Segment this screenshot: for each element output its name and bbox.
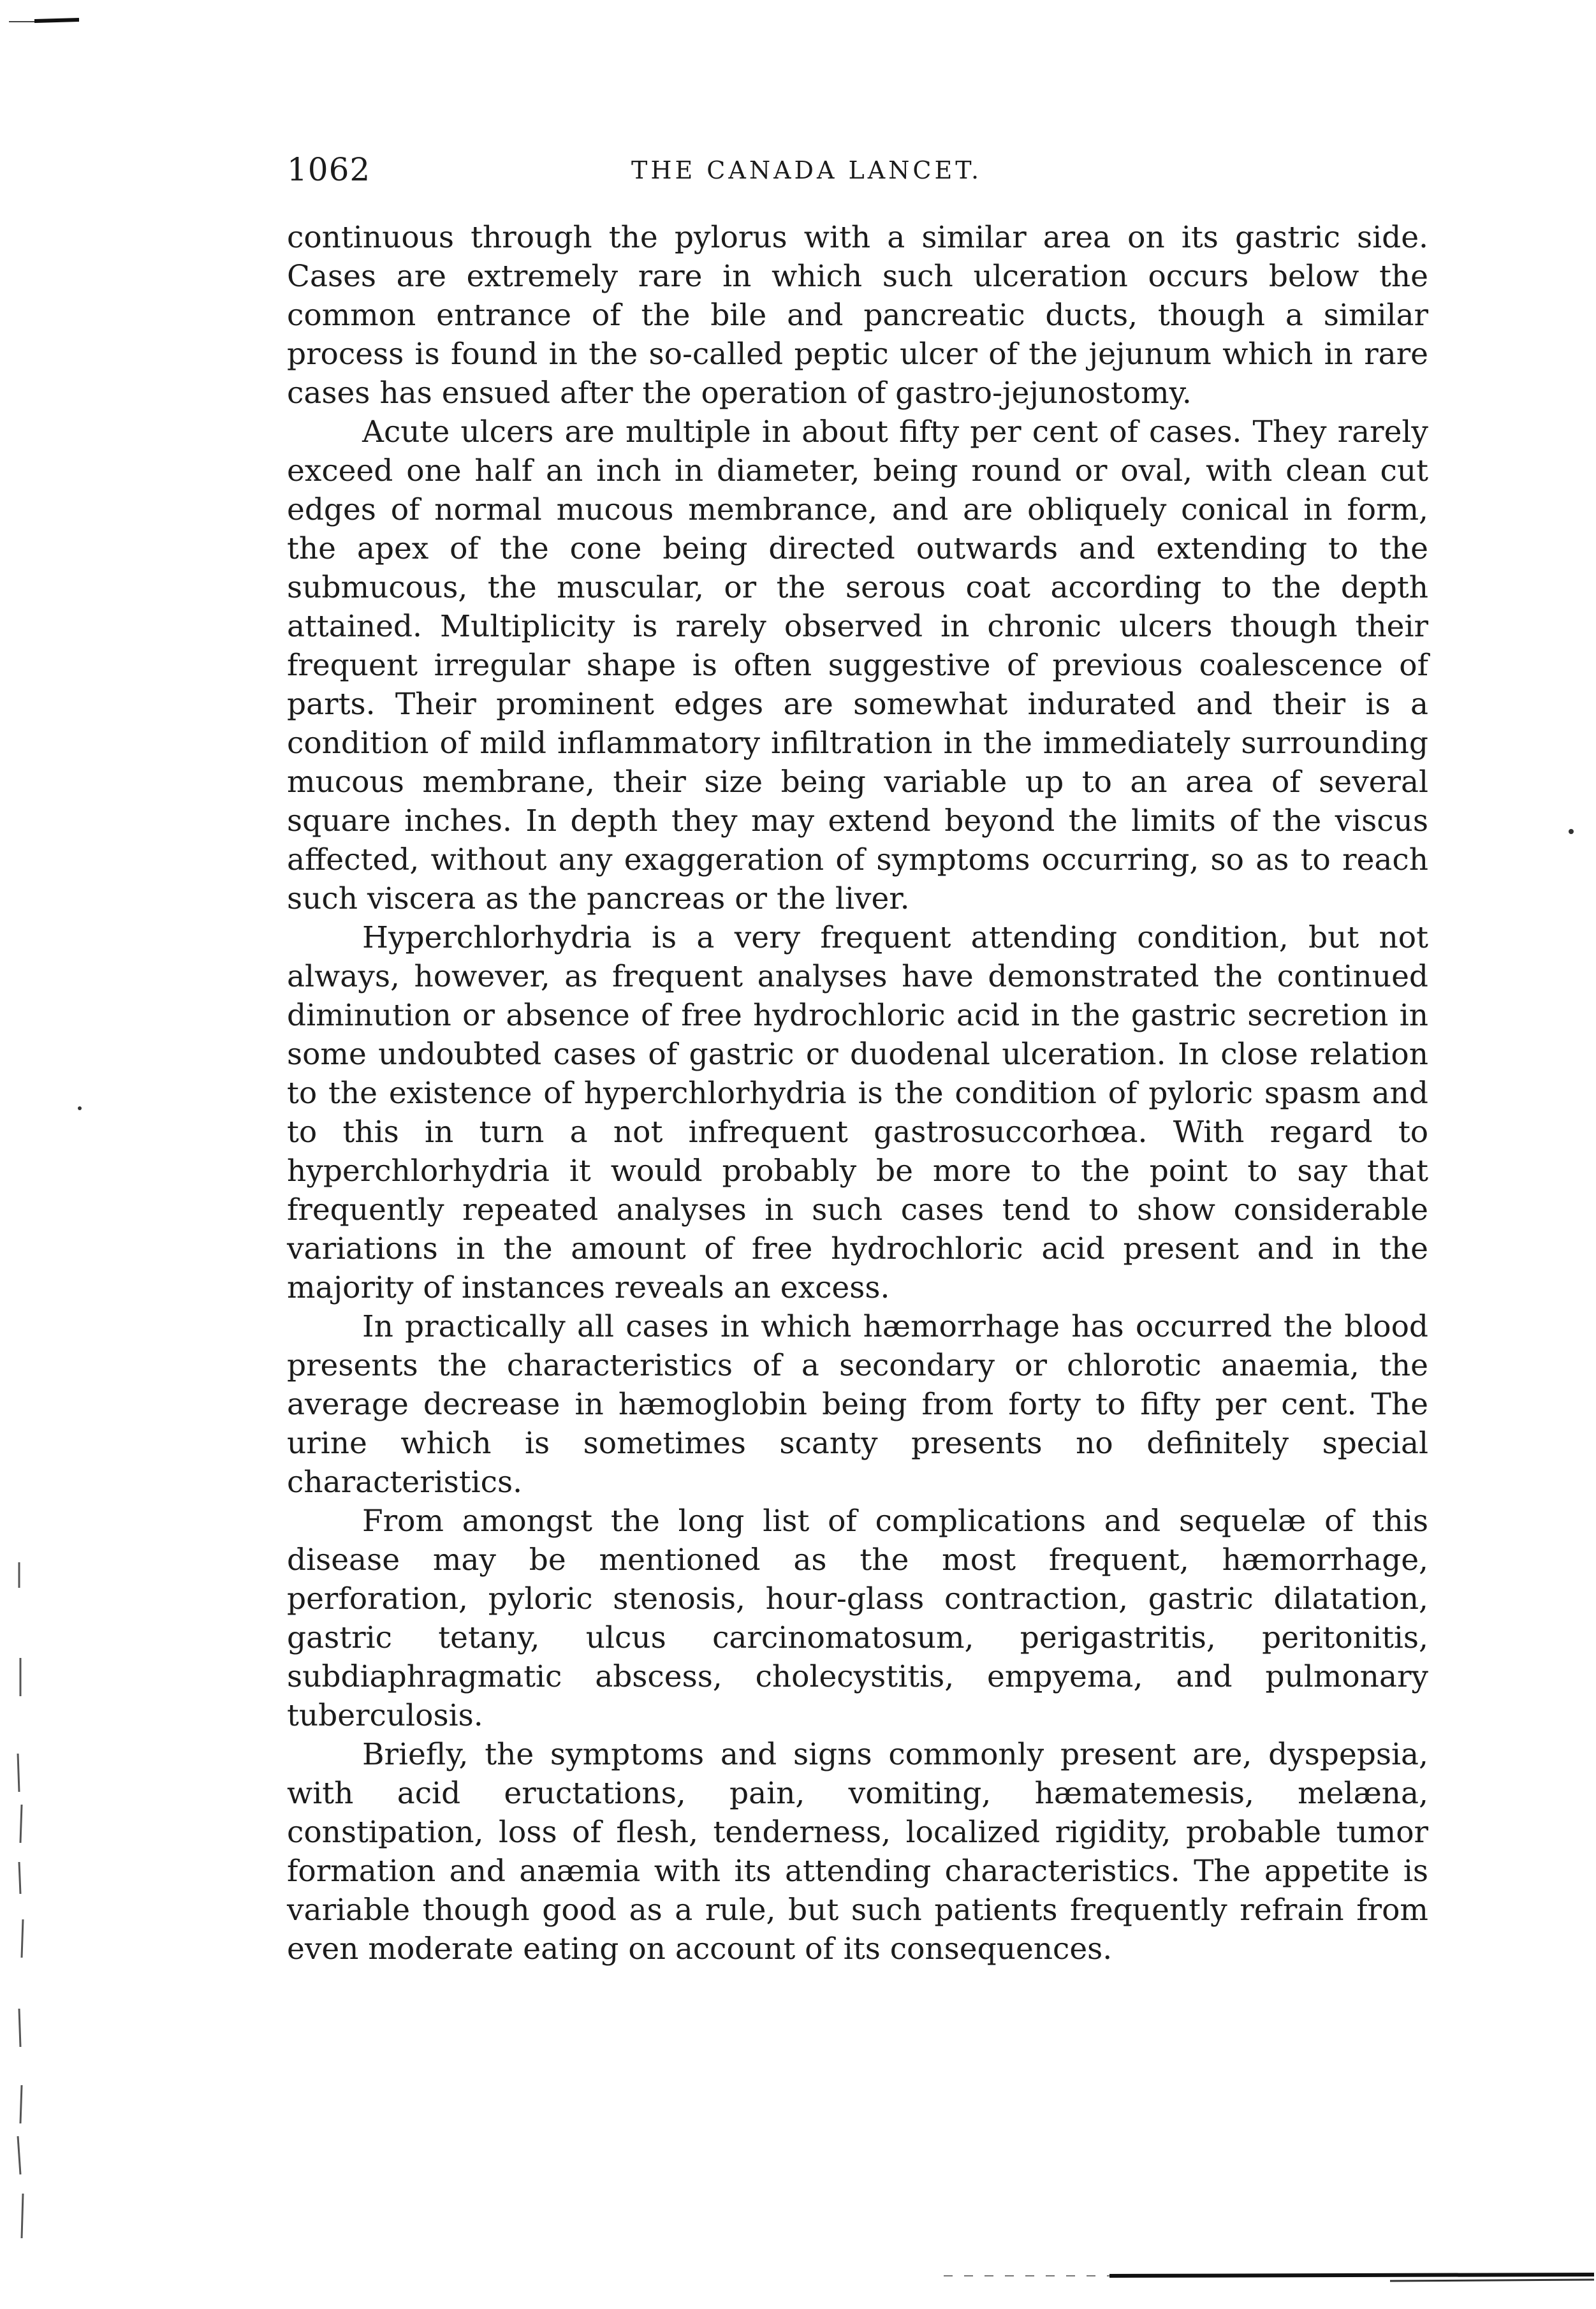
scan-bottom-edge [944, 2267, 1594, 2286]
paragraph-hyperchlorhydria: Hyperchlorhydria is a very frequent attending condition, but not always, however, as frequent analyses have demonstrated the continued diminution or absence of free hydrochloric acid in the gastric secretion in some undoubted cases of gastric or duodenal ulceration. In close relation to the existence of hyperchlorhydria is the condition of pyloric spasm and to this in turn a not infrequent gastrosuccorhœa. With regard to hyperchlorhydria it would probably be more to the point to say that frequently repeated analyses in such cases tend to show considerable variations in the amount of free hydrochloric acid present and in the majority of instances reveals an excess. [287, 920, 1428, 1305]
scan-corner-mark [9, 18, 79, 24]
paragraph-complications: From amongst the long list of complications and sequelæ of this disease may be mentioned as the most frequent, hæmorrhage, perforation, pyloric stenosis, hour-glass contraction, gastric dilatation, gastric tetany, ulcus carcinomatosum, perigastritis, peritonitis, subdiaphragmatic abscess, cholecystitis, empyema, and pulmonary tuberculosis. [287, 1504, 1428, 1733]
scan-speck [1569, 829, 1574, 834]
running-title: THE CANADA LANCET. [631, 156, 983, 184]
paragraph-continuation: continuous through the pylorus with a similar area on its gastric side. Cases are extremely rare in which such ulceration occurs below the common entrance of the bile and pancreatic ducts, though a similar process is found in the so-called peptic ulcer of the jejunum which in rare cases has ensued after the operation of gastro-jejunostomy. [287, 220, 1428, 411]
paragraph-haemorrhage-blood: In practically all cases in which hæmorrhage has occurred the blood presents the characteristics of a secondary or chlorotic anaemia, the average decrease in hæmoglobin being from forty to fifty per cent. The urine which is sometimes scanty presents no definitely special characteristics. [287, 1309, 1428, 1500]
page-number: 1062 [287, 151, 371, 188]
scan-speck [78, 1106, 82, 1110]
paragraph-symptoms: Briefly, the symptoms and signs commonly present are, dyspepsia, with acid eructations, pain, vomiting, hæmatemesis, melæna, constipation, loss of flesh, tenderness, localized rigidity, probable tumor formation and anæmia with its attending characteristics. The appetite is variable though good as a rule, but such patients frequently refrain from even moderate eating on account of its consequences. [287, 1737, 1428, 1967]
scan-margin-artifacts [6, 1562, 45, 2264]
page-header [287, 151, 1435, 196]
article-body [287, 218, 1428, 1968]
paragraph-acute-ulcers: Acute ulcers are multiple in about fifty per cent of cases. They rarely exceed one half an inch in diameter, being round or oval, with clean cut edges of normal mucous membrance, and are obliquely conical in form, the apex of the cone being directed outwards and extending to the submucous, the muscular, or the serous coat according to the depth attained. Multiplicity is rarely observed in chronic ulcers though their frequent irregular shape is often suggestive of previous coalescence of parts. Their prominent edges are somewhat indurated and their is a condition of mild inflammatory infiltration in the immediately surrounding mucous membrane, their size being variable up to an area of several square inches. In depth they may extend beyond the limits of the viscus affected, without any exaggeration of symptoms occurring, so as to reach such viscera as the pancreas or the liver. [287, 414, 1428, 916]
